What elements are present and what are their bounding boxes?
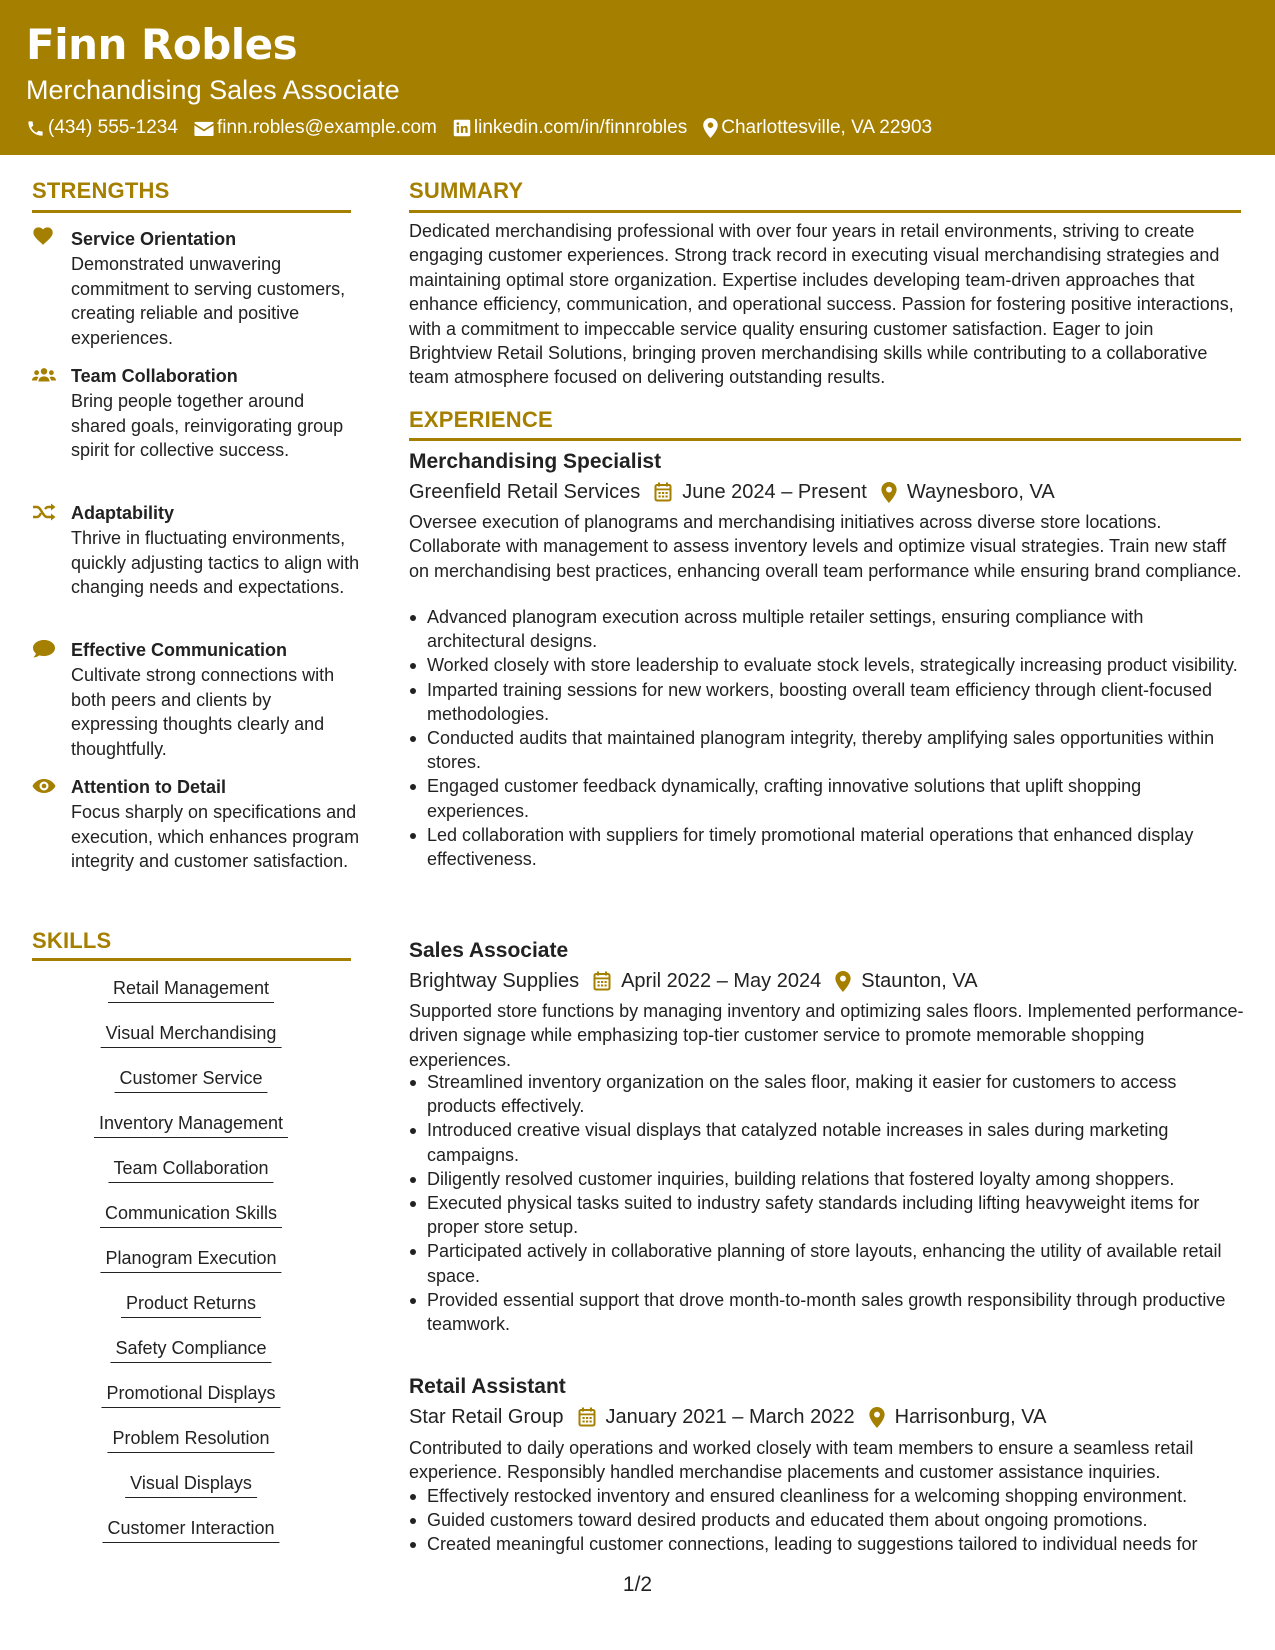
- strength-name: Attention to Detail: [71, 777, 226, 797]
- strength-name: Adaptability: [71, 503, 175, 523]
- comment-icon: [32, 638, 56, 660]
- job-title: Merchandising Specialist: [409, 450, 662, 473]
- map-pin-icon: [703, 118, 718, 138]
- job-description: Supported store functions by managing inventory and optimizing sales floors. Implemented performance-driven signage while emphasizing top-tier customer service to promote memorable shopping experiences.: [409, 1001, 1244, 1070]
- strength-desc: Demonstrated unwavering commitment to serving customers, creating reliable and positive experiences.: [71, 254, 346, 348]
- map-pin-icon: [881, 482, 897, 503]
- linkedin-text: linkedin.com/in/finnrobles: [473, 117, 688, 138]
- skill-tag: Product Returns: [121, 1291, 261, 1318]
- strength-desc: Cultivate strong connections with both peers and clients by expressing thoughts clearly and thoughtfully.: [71, 665, 335, 759]
- job-location: Harrisonburg, VA: [894, 1406, 1047, 1428]
- summary-text: Dedicated merchandising professional with over four years in retail environments, striving to create engaging customer experiences. Strong track record in executing visual merchandising strategies and maintaining optimal store organization. Expertise includes developing team-driven approaches that enhance efficiency, communication, and operational success. Passion for fostering positive interactions, with a commitment to impeccable service quality ensuring customer satisfaction. Eager to join Brightview Retail Solutions, bringing proven merchandising skills while contributing to a collaborative team atmosphere focused on delivering outstanding results.: [409, 221, 1234, 388]
- location-text: Charlottesville, VA 22903: [721, 117, 933, 138]
- job-company: Star Retail Group: [409, 1406, 564, 1428]
- job-meta: [409, 1404, 1047, 1430]
- job-meta: [409, 968, 978, 994]
- resume-header: [0, 0, 1275, 155]
- contact-email[interactable]: [194, 116, 437, 140]
- skill-tag: Planogram Execution: [100, 1246, 281, 1273]
- job-meta: [409, 479, 1055, 505]
- map-pin-icon: [869, 1407, 885, 1428]
- list-item: Advanced planogram execution across multiple retailer settings, ensuring compliance with architectural designs.: [409, 605, 1244, 653]
- envelope-icon: [194, 120, 214, 137]
- calendar-icon: [593, 971, 611, 991]
- contact-location: [703, 116, 932, 140]
- skill-tag: Visual Displays: [125, 1471, 257, 1498]
- strengths-divider: [32, 210, 351, 213]
- summary-divider: [409, 210, 1241, 213]
- job-bullets: [409, 1484, 1244, 1557]
- job-dates: January 2021 – March 2022: [605, 1406, 855, 1428]
- skill-tag: Problem Resolution: [107, 1426, 274, 1453]
- skill-tag: Customer Interaction: [102, 1516, 279, 1543]
- job-bullets: [409, 1070, 1244, 1336]
- list-item: Led collaboration with suppliers for timely promotional material operations that enhanced display effectiveness.: [409, 823, 1244, 871]
- skills-divider: [32, 958, 351, 961]
- list-item: Streamlined inventory organization on the sales floor, making it easier for customers to access products effectively.: [409, 1070, 1244, 1118]
- candidate-title: Merchandising Sales Associate: [26, 75, 400, 105]
- job-dates: June 2024 – Present: [682, 481, 867, 503]
- job-description: Oversee execution of planograms and merchandising initiatives across diverse store locations. Collaborate with management to assess inventory levels and optimize visual strategies. Train new staff on merchandising best practices, enhancing overall team performance while ensuring brand compliance.: [409, 512, 1242, 581]
- job-location: Waynesboro, VA: [906, 481, 1055, 503]
- experience-divider: [409, 438, 1241, 441]
- skill-tag: Promotional Displays: [101, 1381, 280, 1408]
- strength-desc: Focus sharply on specifications and execution, which enhances program integrity and customer satisfaction.: [71, 802, 360, 871]
- summary-heading: SUMMARY: [409, 178, 524, 203]
- list-item: Provided essential support that drove month-to-month sales growth responsibility through productive teamwork.: [409, 1288, 1244, 1336]
- skill-tag: Retail Management: [108, 976, 274, 1003]
- skill-tag: Safety Compliance: [110, 1336, 271, 1363]
- strength-desc: Bring people together around shared goals, reinvigorating group spirit for collective success.: [71, 391, 344, 460]
- heart-icon: [32, 227, 56, 249]
- phone-text: (434) 555-1234: [48, 117, 178, 138]
- skills-heading: SKILLS: [32, 928, 112, 953]
- users-icon: [32, 364, 56, 386]
- job-title: Retail Assistant: [409, 1375, 566, 1398]
- job-bullets: [409, 605, 1244, 871]
- calendar-icon: [654, 482, 672, 502]
- strength-name: Service Orientation: [71, 229, 237, 249]
- skill-tag: Team Collaboration: [108, 1156, 273, 1183]
- list-item: Executed physical tasks suited to industry safety standards including lifting heavyweight items for proper store setup.: [409, 1191, 1244, 1239]
- list-item: Diligently resolved customer inquiries, building relations that fostered loyalty among shoppers.: [409, 1167, 1244, 1191]
- skill-tag: Communication Skills: [100, 1201, 282, 1228]
- list-item: Participated actively in collaborative planning of store layouts, enhancing the utility of available retail space.: [409, 1239, 1244, 1287]
- list-item: Effectively restocked inventory and ensured cleanliness for a welcoming shopping environment.: [409, 1484, 1244, 1508]
- list-item: Worked closely with store leadership to evaluate stock levels, strategically increasing product visibility.: [409, 653, 1244, 677]
- list-item: Introduced creative visual displays that catalyzed notable increases in sales during marketing campaigns.: [409, 1118, 1244, 1166]
- list-item: Imparted training sessions for new workers, boosting overall team efficiency through client-focused methodologies.: [409, 678, 1244, 726]
- job-location: Staunton, VA: [861, 970, 978, 992]
- strengths-heading: STRENGTHS: [32, 178, 170, 203]
- experience-heading: EXPERIENCE: [409, 407, 553, 432]
- list-item: Created meaningful customer connections, leading to suggestions tailored to individual needs for: [409, 1532, 1244, 1556]
- job-company: Greenfield Retail Services: [409, 481, 641, 503]
- page-number: 1/2: [622, 1573, 653, 1596]
- skill-tag: Visual Merchandising: [101, 1021, 282, 1048]
- skill-tag: Inventory Management: [94, 1111, 288, 1138]
- skill-tag: Customer Service: [114, 1066, 267, 1093]
- linkedin-icon: [453, 119, 471, 137]
- contact-linkedin[interactable]: [453, 116, 687, 140]
- contact-phone[interactable]: [26, 116, 178, 140]
- eye-icon: [32, 775, 56, 797]
- calendar-icon: [578, 1407, 596, 1427]
- contact-bar: [26, 116, 948, 140]
- strength-name: Team Collaboration: [71, 366, 238, 386]
- email-text: finn.robles@example.com: [216, 117, 437, 138]
- job-dates: April 2022 – May 2024: [621, 970, 822, 992]
- list-item: Conducted audits that maintained planogram integrity, thereby amplifying sales opportunities within stores.: [409, 726, 1244, 774]
- map-pin-icon: [835, 971, 851, 992]
- job-company: Brightway Supplies: [409, 970, 580, 992]
- strength-desc: Thrive in fluctuating environments, quickly adjusting tactics to align with changing needs and expectations.: [71, 528, 360, 597]
- job-description: Contributed to daily operations and worked closely with team members to ensure a seamless retail experience. Responsibly handled merchandise placements and customer assistance inquiries.: [409, 1438, 1194, 1483]
- list-item: Guided customers toward desired products and educated them about ongoing promotions.: [409, 1508, 1244, 1532]
- strength-name: Effective Communication: [71, 640, 288, 660]
- shuffle-icon: [32, 501, 56, 523]
- candidate-name: Finn Robles: [26, 20, 298, 69]
- list-item: Engaged customer feedback dynamically, crafting innovative solutions that uplift shopping experiences.: [409, 774, 1244, 822]
- job-title: Sales Associate: [409, 939, 569, 962]
- phone-icon: [26, 119, 45, 138]
